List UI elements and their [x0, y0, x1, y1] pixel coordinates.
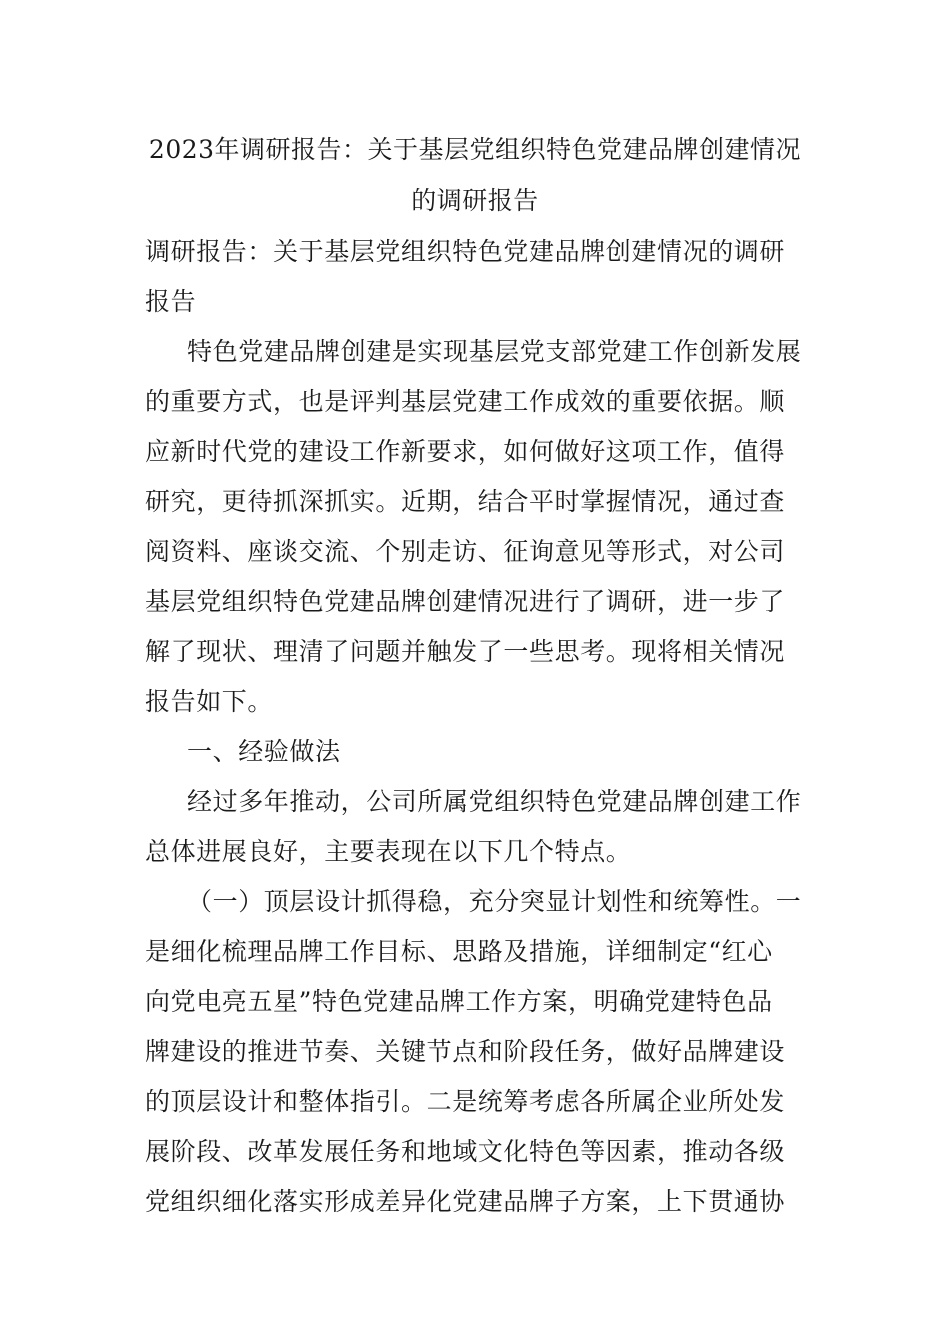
paragraph-line: 报告如下。 [145, 687, 274, 716]
document-title-line-2: 的调研报告 [411, 186, 539, 215]
paragraph-line: 应新时代党的建设工作新要求，如何做好这项工作，值得 [145, 437, 786, 466]
paragraph-line: 党组织细化落实形成差异化党建品牌子方案，上下贯通协 [145, 1187, 786, 1216]
paragraph-line: 的顶层设计和整体指引。二是统筹考虑各所属企业所处发 [145, 1087, 786, 1116]
paragraph-line: 经过多年推动，公司所属党组织特色党建品牌创建工作 [187, 787, 802, 816]
paragraph-line: 展阶段、改革发展任务和地域文化特色等因素，推动各级 [145, 1137, 786, 1166]
subtitle-line-1: 调研报告：关于基层党组织特色党建品牌创建情况的调研 [145, 237, 786, 266]
document-title-line-1: 2023年调研报告：关于基层党组织特色党建品牌创建情况 [148, 135, 802, 164]
paragraph-line: 解了现状、理清了问题并触发了一些思考。现将相关情况 [145, 637, 786, 666]
paragraph-line: 向党电亮五星”特色党建品牌工作方案，明确党建特色品 [145, 987, 773, 1016]
paragraph-line: 特色党建品牌创建是实现基层党支部党建工作创新发展 [187, 337, 802, 366]
paragraph-line: （一）顶层设计抓得稳，充分突显计划性和统筹性。一 [187, 887, 802, 916]
paragraph-line: 阅资料、座谈交流、个别走访、征询意见等形式，对公司 [145, 537, 786, 566]
paragraph-line: 的重要方式，也是评判基层党建工作成效的重要依据。顺 [145, 387, 786, 416]
paragraph-line: 牌建设的推进节奏、关键节点和阶段任务，做好品牌建设 [145, 1037, 786, 1066]
subtitle-line-2: 报告 [145, 287, 197, 316]
paragraph-line: 基层党组织特色党建品牌创建情况进行了调研，进一步了 [145, 587, 786, 616]
paragraph-line: 是细化梳理品牌工作目标、思路及措施，详细制定“红心 [145, 937, 773, 966]
paragraph-line: 总体进展良好，主要表现在以下几个特点。 [145, 837, 632, 866]
section-heading: 一、经验做法 [187, 737, 341, 766]
paragraph-line: 研究，更待抓深抓实。近期，结合平时掌握情况，通过查 [145, 487, 786, 516]
